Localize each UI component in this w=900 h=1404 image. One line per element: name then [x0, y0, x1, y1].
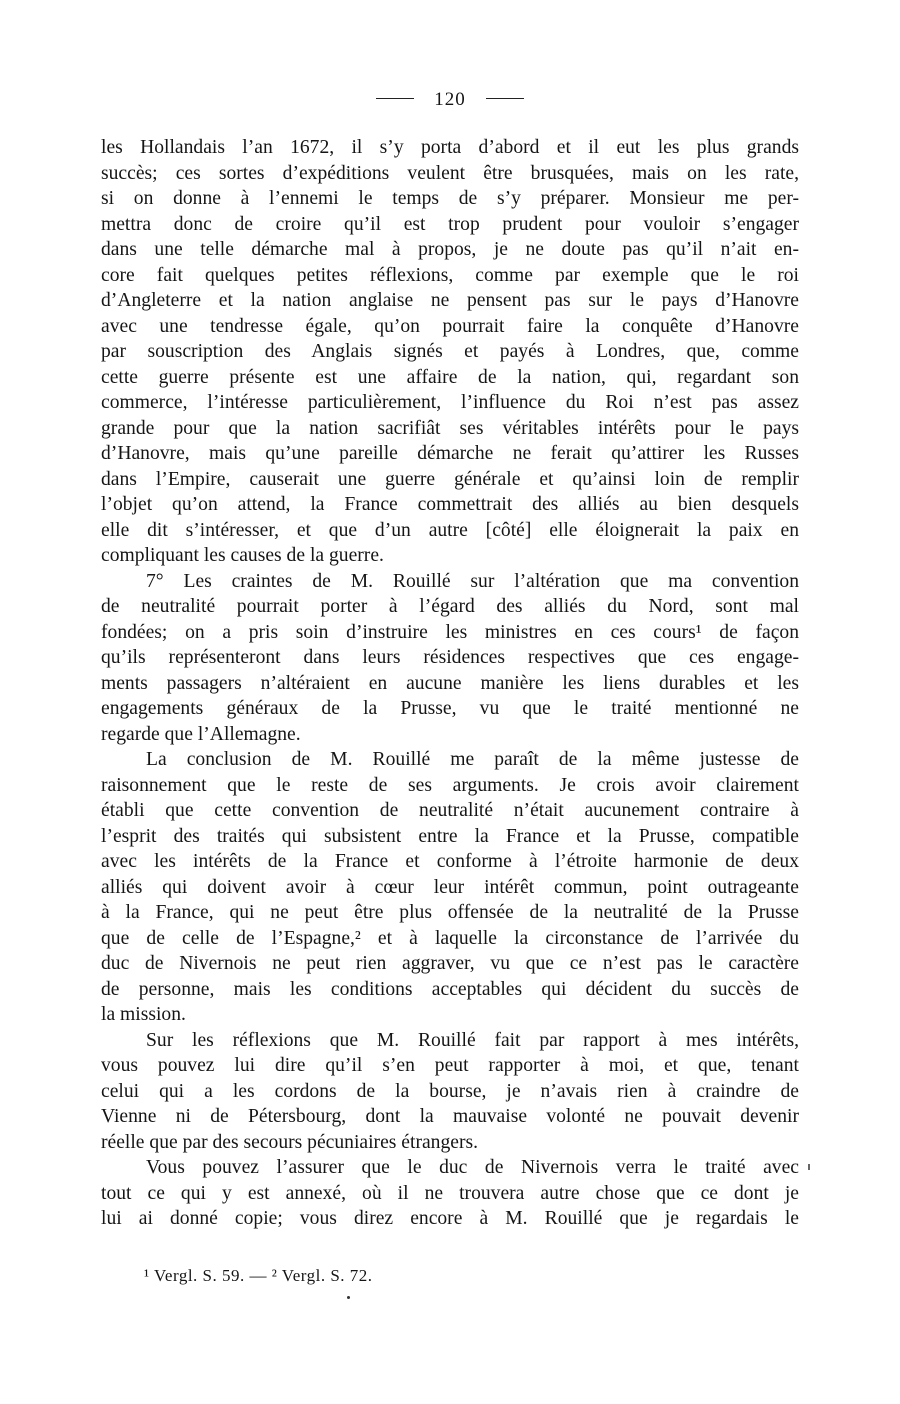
- text-line: dans une telle démarche mal à propos, je ne doute pas qu’il n’ait en-: [101, 239, 799, 260]
- margin-mark: [808, 1164, 810, 1170]
- text-line: l’objet qu’on attend, la France commettrait des alliés au bien desquels: [101, 494, 799, 515]
- text-line: à la France, qui ne peut être plus offensée de la neutralité de la Prusse: [101, 902, 799, 923]
- text-line: lui ai donné copie; vous direz encore à M. Rouillé que je regardais le: [101, 1208, 799, 1229]
- text-line: regarde que l’Allemagne.: [101, 723, 301, 745]
- text-line: grande pour que la nation sacrifiât ses véritables intérêts pour le pays: [101, 417, 799, 439]
- body-text: [101, 135, 799, 1232]
- text-line: que de celle de l’Espagne,² et à laquelle la circonstance de l’arrivée du: [101, 927, 799, 949]
- text-line: d’Hanovre, mais qu’une pareille démarche ne ferait qu’attirer les Russes: [101, 443, 799, 464]
- text-line: duc de Nivernois ne peut rien aggraver, vu que ce n’est pas le caractère: [101, 953, 799, 974]
- text-line: Vous pouvez l’assurer que le duc de Nivernois verra le traité avec: [146, 1157, 799, 1178]
- text-line: les Hollandais l’an 1672, il s’y porta d’abord et il eut les plus grands: [101, 137, 799, 158]
- text-line: de personne, mais les conditions acceptables qui décident du succès de: [101, 978, 799, 1000]
- text-line: succès; ces sortes d’expéditions veulent être brusquées, mais on les rate,: [101, 162, 799, 184]
- text-line: ments passagers n’altéraient en aucune manière les liens durables et les: [101, 672, 799, 694]
- text-line: la mission.: [101, 1004, 186, 1025]
- text-line: avec les intérêts de la France et conforme à l’étroite harmonie de deux: [101, 851, 799, 872]
- text-line: fondées; on a pris soin d’instruire les ministres en ces cours¹ de façon: [101, 621, 799, 643]
- text-line: dans l’Empire, causerait une guerre générale et qu’ainsi loin de remplir: [101, 468, 799, 490]
- text-line: Sur les réflexions que M. Rouillé fait par rapport à mes intérêts,: [146, 1029, 799, 1051]
- text-line: mettra donc de croire qu’il est trop prudent pour vouloir s’engager: [101, 213, 799, 235]
- text-line: par souscription des Anglais signés et payés à Londres, que, comme: [101, 341, 799, 362]
- text-line: si on donne à l’ennemi le temps de s’y préparer. Monsieur me per-: [101, 188, 799, 209]
- page-number: 120: [434, 89, 466, 110]
- text-line: l’esprit des traités qui subsistent entre la France et la Prusse, compatible: [101, 825, 799, 847]
- text-line: Vienne ni de Pétersbourg, dont la mauvaise volonté ne pouvait devenir: [101, 1106, 799, 1127]
- text-line: elle dit s’intéresser, et que d’un autre [côté] elle éloignerait la paix en: [101, 519, 799, 541]
- text-line: qu’ils représenteront dans leurs résidences respectives que ces engage-: [101, 647, 799, 668]
- text-line: La conclusion de M. Rouillé me paraît de la même justesse de: [146, 749, 799, 770]
- text-line: engagements généraux de la Prusse, vu que le traité mentionné ne: [101, 698, 799, 719]
- text-line: cette guerre présente est une affaire de la nation, qui, regardant son: [101, 366, 799, 388]
- header-rule-left: [376, 98, 414, 99]
- text-line: de neutralité pourrait porter à l’égard des alliés du Nord, sont mal: [101, 596, 799, 617]
- text-line: avec une tendresse égale, qu’on pourrait faire la conquête d’Hanovre: [101, 315, 799, 337]
- page-header: [0, 88, 900, 112]
- text-line: commerce, l’intéresse particulièrement, l’influence du Roi n’est pas assez: [101, 392, 799, 413]
- text-line: 7° Les craintes de M. Rouillé sur l’altération que ma convention: [146, 570, 799, 592]
- text-line: d’Angleterre et la nation anglaise ne pensent pas sur le pays d’Hanovre: [101, 290, 799, 311]
- text-line: établi que cette convention de neutralité n’était aucunement contraire à: [101, 800, 799, 821]
- text-line: vous pouvez lui dire qu’il s’en peut rapporter à moi, et que, tenant: [101, 1055, 799, 1076]
- text-line: tout ce qui y est annexé, où il ne trouvera autre chose que ce dont je: [101, 1182, 799, 1204]
- header-rule-right: [486, 98, 524, 99]
- print-speck: [347, 1296, 350, 1299]
- text-line: compliquant les causes de la guerre.: [101, 545, 384, 566]
- text-line: réelle que par des secours pécuniaires étrangers.: [101, 1131, 478, 1153]
- text-line: raisonnement que le reste de ses arguments. Je crois avoir clairement: [101, 774, 799, 796]
- text-line: alliés qui doivent avoir à cœur leur intérêt commun, point outrageante: [101, 876, 799, 898]
- text-line: core fait quelques petites réflexions, comme par exemple que le roi: [101, 264, 799, 286]
- footnotes: ¹ Vergl. S. 59. — ² Vergl. S. 72.: [144, 1266, 373, 1285]
- text-line: celui qui a les cordons de la bourse, je n’avais rien à craindre de: [101, 1080, 799, 1102]
